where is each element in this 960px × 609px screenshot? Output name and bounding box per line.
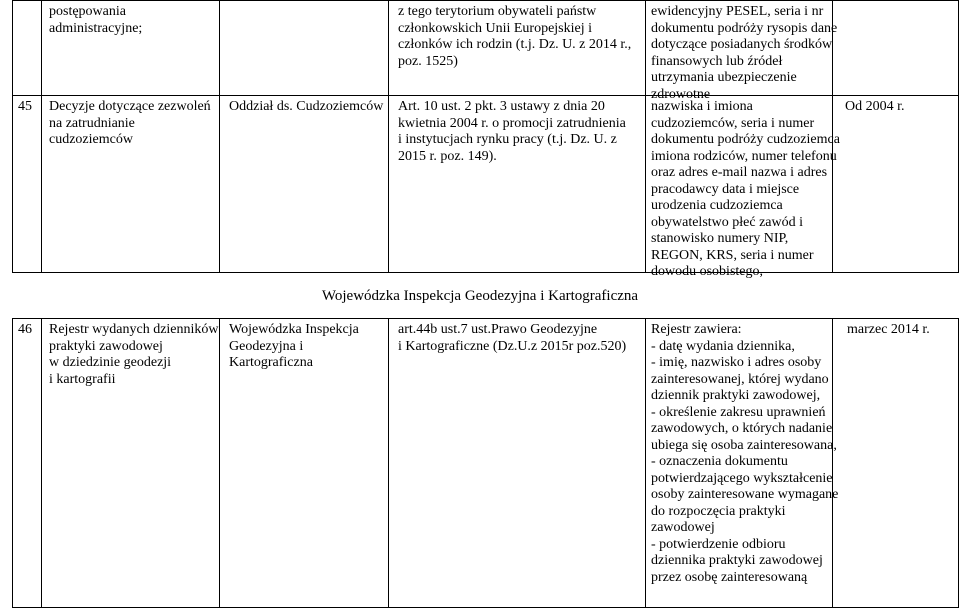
table-border (12, 607, 958, 608)
table-border (645, 318, 646, 608)
table-border (41, 0, 42, 273)
table-border (12, 0, 958, 1)
row-46-legal-basis: art.44b ust.7 ust.Prawo Geodezyjne i Kartograficzne (Dz.U.z 2015r poz.520) (398, 322, 627, 354)
prev-row-legal-basis: z tego terytorium obywateli państw członkowskich Unii Europejskiej i członków ich rodzin (t.j. Dz. U. z 2014 r., poz. 1525) (398, 4, 632, 69)
row-45-date: Od 2004 r. (845, 99, 905, 114)
row-46-scope: Rejestr zawiera: - datę wydania dziennika, - imię, nazwisko i adres osoby zainteresowanej, której wydano dziennik praktyki zawodowej, - określenie zakresu uprawnień zawodowych, o których nadanie ubiega się osoba zainteresowana, - oznaczenia dokumentu potwierdzającego wykształcenie osoby zainteresowane wymagane do rozpoczęcia praktyki zawodowej - potwierdzenie odbioru dziennika praktyki zawodowej przez osobę zainteresowaną (651, 322, 839, 585)
row-46-number: 46 (18, 322, 32, 337)
row-46-unit: Wojewódzka Inspekcja Geodezyjna i Kartograficzna (229, 322, 359, 370)
table-border (12, 318, 958, 319)
section-header: Wojewódzka Inspekcja Geodezyjna i Kartograficzna (321, 288, 639, 304)
table-border (41, 318, 42, 608)
row-45-name: Decyzje dotyczące zezwoleń na zatrudnianie cudzoziemców (49, 99, 211, 147)
table-border (12, 0, 13, 273)
table-border (219, 318, 220, 608)
row-45-unit: Oddział ds. Cudzoziemców (229, 99, 384, 114)
row-45-scope: nazwiska i imiona cudzoziemców, seria i numer dokumentu podróży cudzoziemca imiona rodziców, numer telefonu oraz adres e-mail nazwa i adres pracodawcy data i miejsce urodzenia cudzoziemca obywatelstwo płeć zawód i stanowisko numery NIP, REGON, KRS, seria i numer dowodu osobistego, (651, 99, 840, 279)
row-46-name: Rejestr wydanych dzienników praktyki zawodowej w dziedzinie geodezji i kartografii (49, 322, 219, 387)
table-border (958, 0, 959, 273)
table-border (12, 318, 13, 608)
prev-row-scope: ewidencyjny PESEL, seria i nr dokumentu podróży rysopis dane dotyczące posiadanych środków finansowych lub źródeł utrzymania ubezpieczenie zdrowotne (651, 4, 838, 102)
table-border (645, 0, 646, 273)
table-border (388, 0, 389, 273)
row-45-legal-basis: Art. 10 ust. 2 pkt. 3 ustawy z dnia 20 kwietnia 2004 r. o promocji zatrudnienia i instytucjach rynku pracy (t.j. Dz. U. z 2015 r. poz. 149). (398, 99, 626, 164)
table-border (958, 318, 959, 608)
row-45-number: 45 (18, 99, 32, 114)
row-46-date: marzec 2014 r. (847, 322, 930, 337)
table-border (388, 318, 389, 608)
table-border (219, 0, 220, 273)
prev-row-name: postępowania administracyjne; (49, 4, 143, 36)
